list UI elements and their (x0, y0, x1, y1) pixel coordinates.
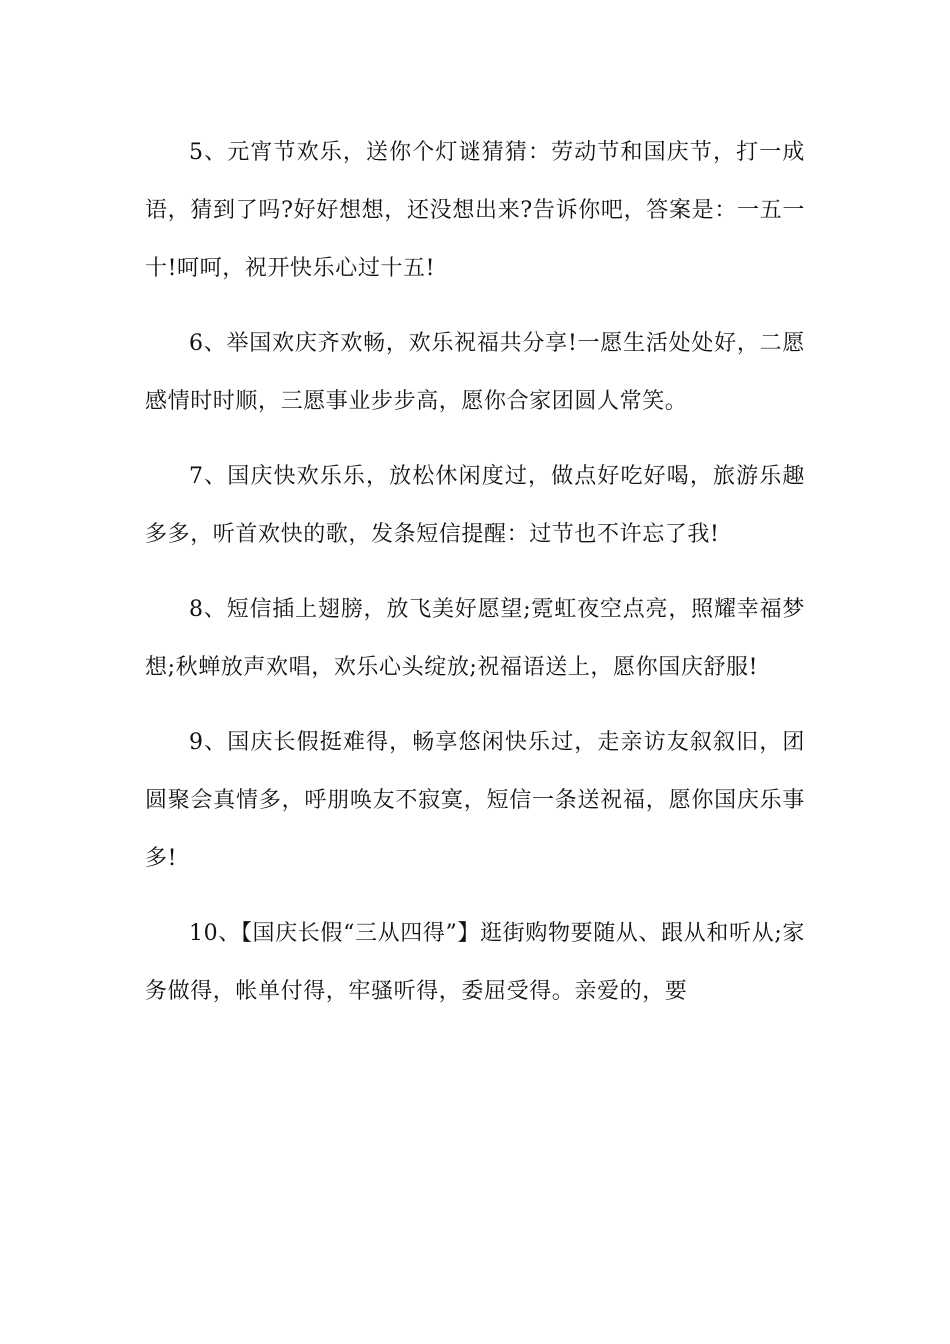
paragraph-6: 6、举国欢庆齐欢畅，欢乐祝福共分享!一愿生活处处好，二愿感情时时顺，三愿事业步步高，愿你合家团圆人常笑。 (145, 331, 805, 414)
paragraph-10: 10、【国庆长假“三从四得”】逛街购物要随从、跟从和听从;家务做得，帐单付得，牢骚听得，委屈受得。亲爱的，要 (145, 921, 805, 1004)
document-body (145, 124, 805, 1021)
paragraph-9: 9、国庆长假挺难得，畅享悠闲快乐过，走亲访友叙叙旧，团圆聚会真情多，呼朋唤友不寂寞，短信一条送祝福，愿你国庆乐事多! (145, 730, 805, 871)
paragraph-7: 7、国庆快欢乐乐，放松休闲度过，做点好吃好喝，旅游乐趣多多，听首欢快的歌，发条短信提醒：过节也不许忘了我! (145, 464, 805, 547)
paragraph-8: 8、短信插上翅膀，放飞美好愿望;霓虹夜空点亮，照耀幸福梦想;秋蝉放声欢唱，欢乐心头绽放;祝福语送上，愿你国庆舒服! (145, 597, 805, 680)
paragraph-5: 5、元宵节欢乐，送你个灯谜猜猜：劳动节和国庆节，打一成语，猜到了吗?好好想想，还没想出来?告诉你吧，答案是：一五一十!呵呵，祝开快乐心过十五! (145, 140, 805, 281)
